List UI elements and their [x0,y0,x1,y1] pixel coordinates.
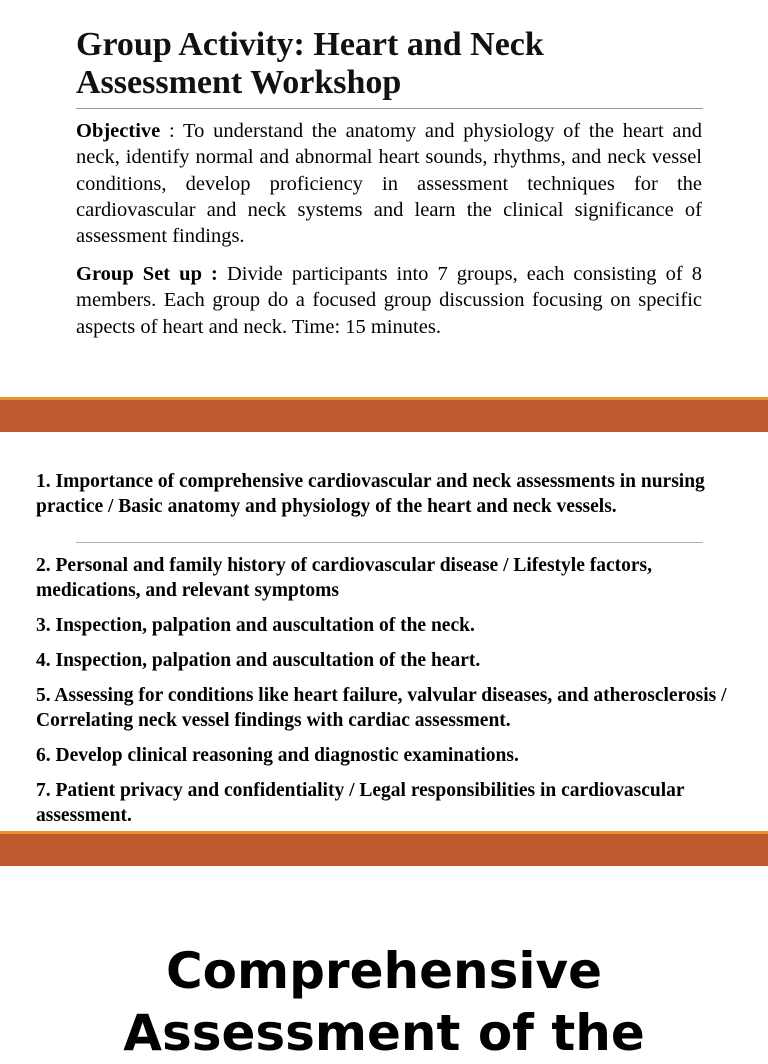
discussion-topic-item: 1. Importance of comprehensive cardiovascular and neck assessments in nursing practice / Basic anatomy and physiology of the heart and neck vessels. [36,471,705,517]
group-setup-paragraph [76,261,702,340]
title-divider [76,108,703,109]
discussion-topic-item: 6. Develop clinical reasoning and diagnostic examinations. [36,745,519,766]
objective-label: Objective [76,120,161,142]
discussion-topic-item: 5. Assessing for conditions like heart failure, valvular diseases, and atherosclerosis / Correlating neck vessel findings with cardiac assessment. [36,685,727,731]
slide-3 [0,866,768,1062]
topic-divider [76,542,703,543]
group-setup-text: Divide participants into 7 groups, each consisting of 8 members. Each group do a focused group discussion focusing on specific aspects of heart and neck. Time: 15 minutes. [76,263,703,338]
objective-text: : To understand the anatomy and physiology of the heart and neck, identify normal and abnormal heart sounds, rhythms, and neck vessel conditions, develop proficiency in assessment techniques for the cardiovascular and neck systems and learn the clinical significance of assessment findings. [76,120,702,248]
slide-1 [0,0,768,400]
discussion-topic-item: 4. Inspection, palpation and auscultation of the heart. [36,650,481,671]
slide-separator-band [0,834,768,866]
group-setup-label: Group Set up : [76,263,218,285]
discussion-topic-item: 2. Personal and family history of cardiovascular disease / Lifestyle factors, medications, and relevant symptoms [36,555,652,601]
slide-3-title: Comprehensive Assessment of the [123,942,645,1062]
slide-title: Group Activity: Heart and Neck Assessment Workshop [76,26,544,101]
discussion-topic-item: 3. Inspection, palpation and auscultation of the neck. [36,615,475,636]
discussion-topic-item: 7. Patient privacy and confidentiality / Legal responsibilities in cardiovascular assessment. [36,780,685,826]
slide-separator-band [0,400,768,432]
objective-paragraph [76,118,702,249]
